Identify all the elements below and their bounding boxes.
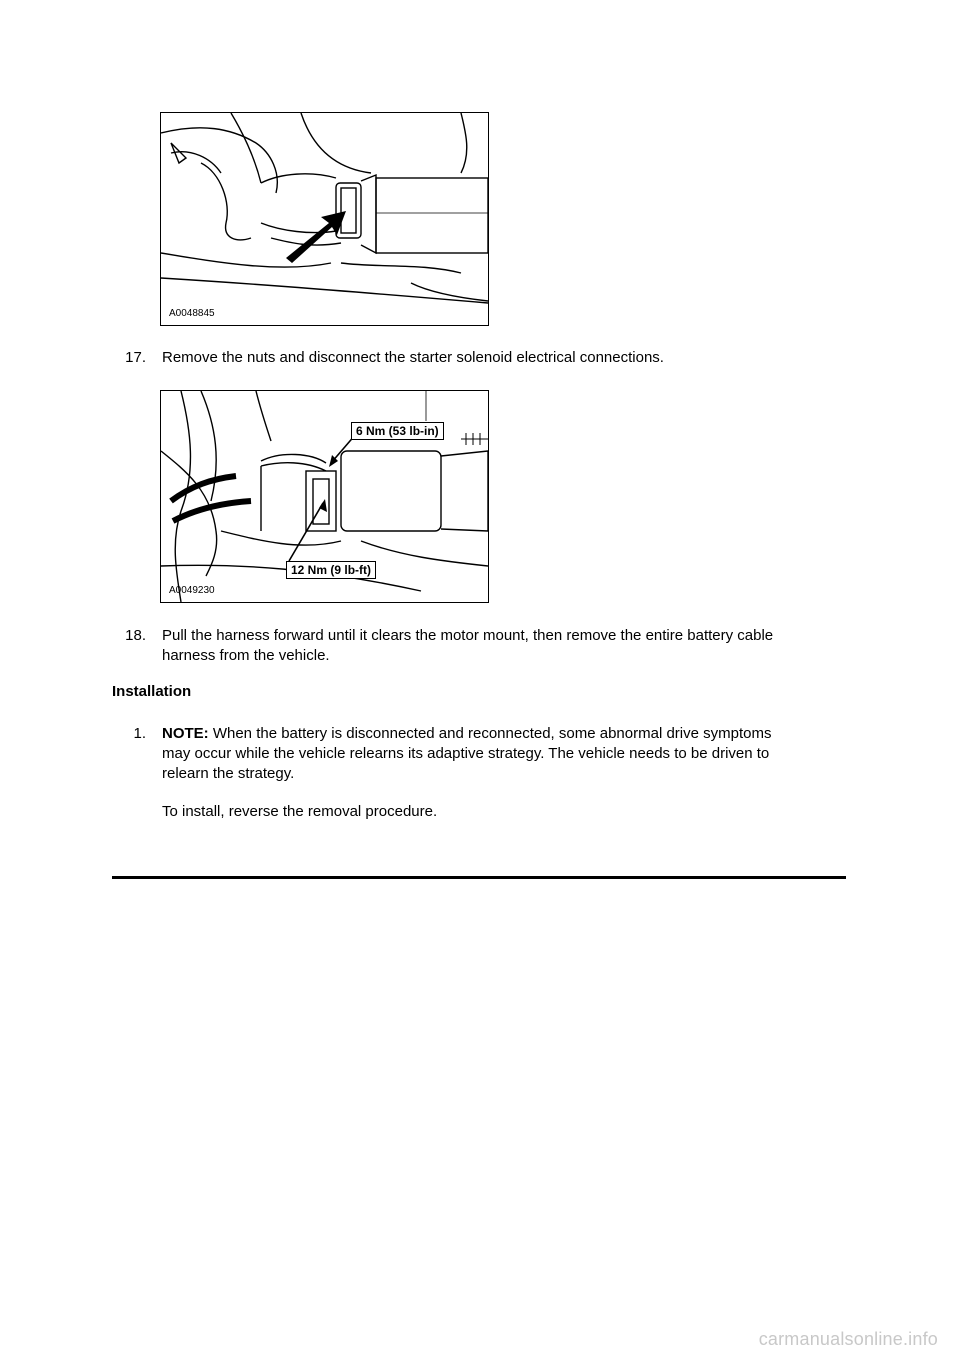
step-17 [108, 348, 868, 368]
install-instruction: To install, reverse the removal procedure. [162, 803, 438, 820]
section-heading-installation: Installation [112, 683, 192, 700]
section-divider [112, 876, 846, 879]
pointer-arrow-icon [319, 499, 327, 512]
figure-label: A0048845 [169, 308, 215, 319]
note-label: NOTE: [162, 725, 209, 742]
note-line1 [162, 724, 771, 743]
figure-label: A0049230 [169, 585, 215, 596]
step-number: 18. [125, 627, 146, 644]
step-text-line1: Pull the harness forward until it clears the motor mount, then remove the entire battery cable [162, 627, 774, 644]
note-text-line2: may occur while the vehicle relearns its adaptive strategy. The vehicle needs to be driven to [162, 745, 770, 762]
step-text: Remove the nuts and disconnect the starter solenoid electrical connections. [162, 349, 664, 366]
torque-callout-top: 6 Nm (53 lb-in) [351, 422, 444, 440]
illustration-starter-connector [161, 113, 488, 325]
step-text-line2: harness from the vehicle. [162, 647, 330, 664]
figure-starter-connector [160, 112, 489, 326]
step-number: 1. [133, 725, 146, 742]
watermark: carmanualsonline.info [758, 1329, 938, 1349]
step-18 [108, 626, 868, 666]
torque-callout-bottom: 12 Nm (9 lb-ft) [286, 561, 376, 579]
note-text-line3: relearn the strategy. [162, 765, 295, 782]
installation-step-1 [108, 724, 868, 824]
figure-solenoid-connections [160, 390, 489, 603]
step-number: 17. [125, 349, 146, 366]
note-text-line1: When the battery is disconnected and reconnected, some abnormal drive symptoms [212, 725, 772, 742]
